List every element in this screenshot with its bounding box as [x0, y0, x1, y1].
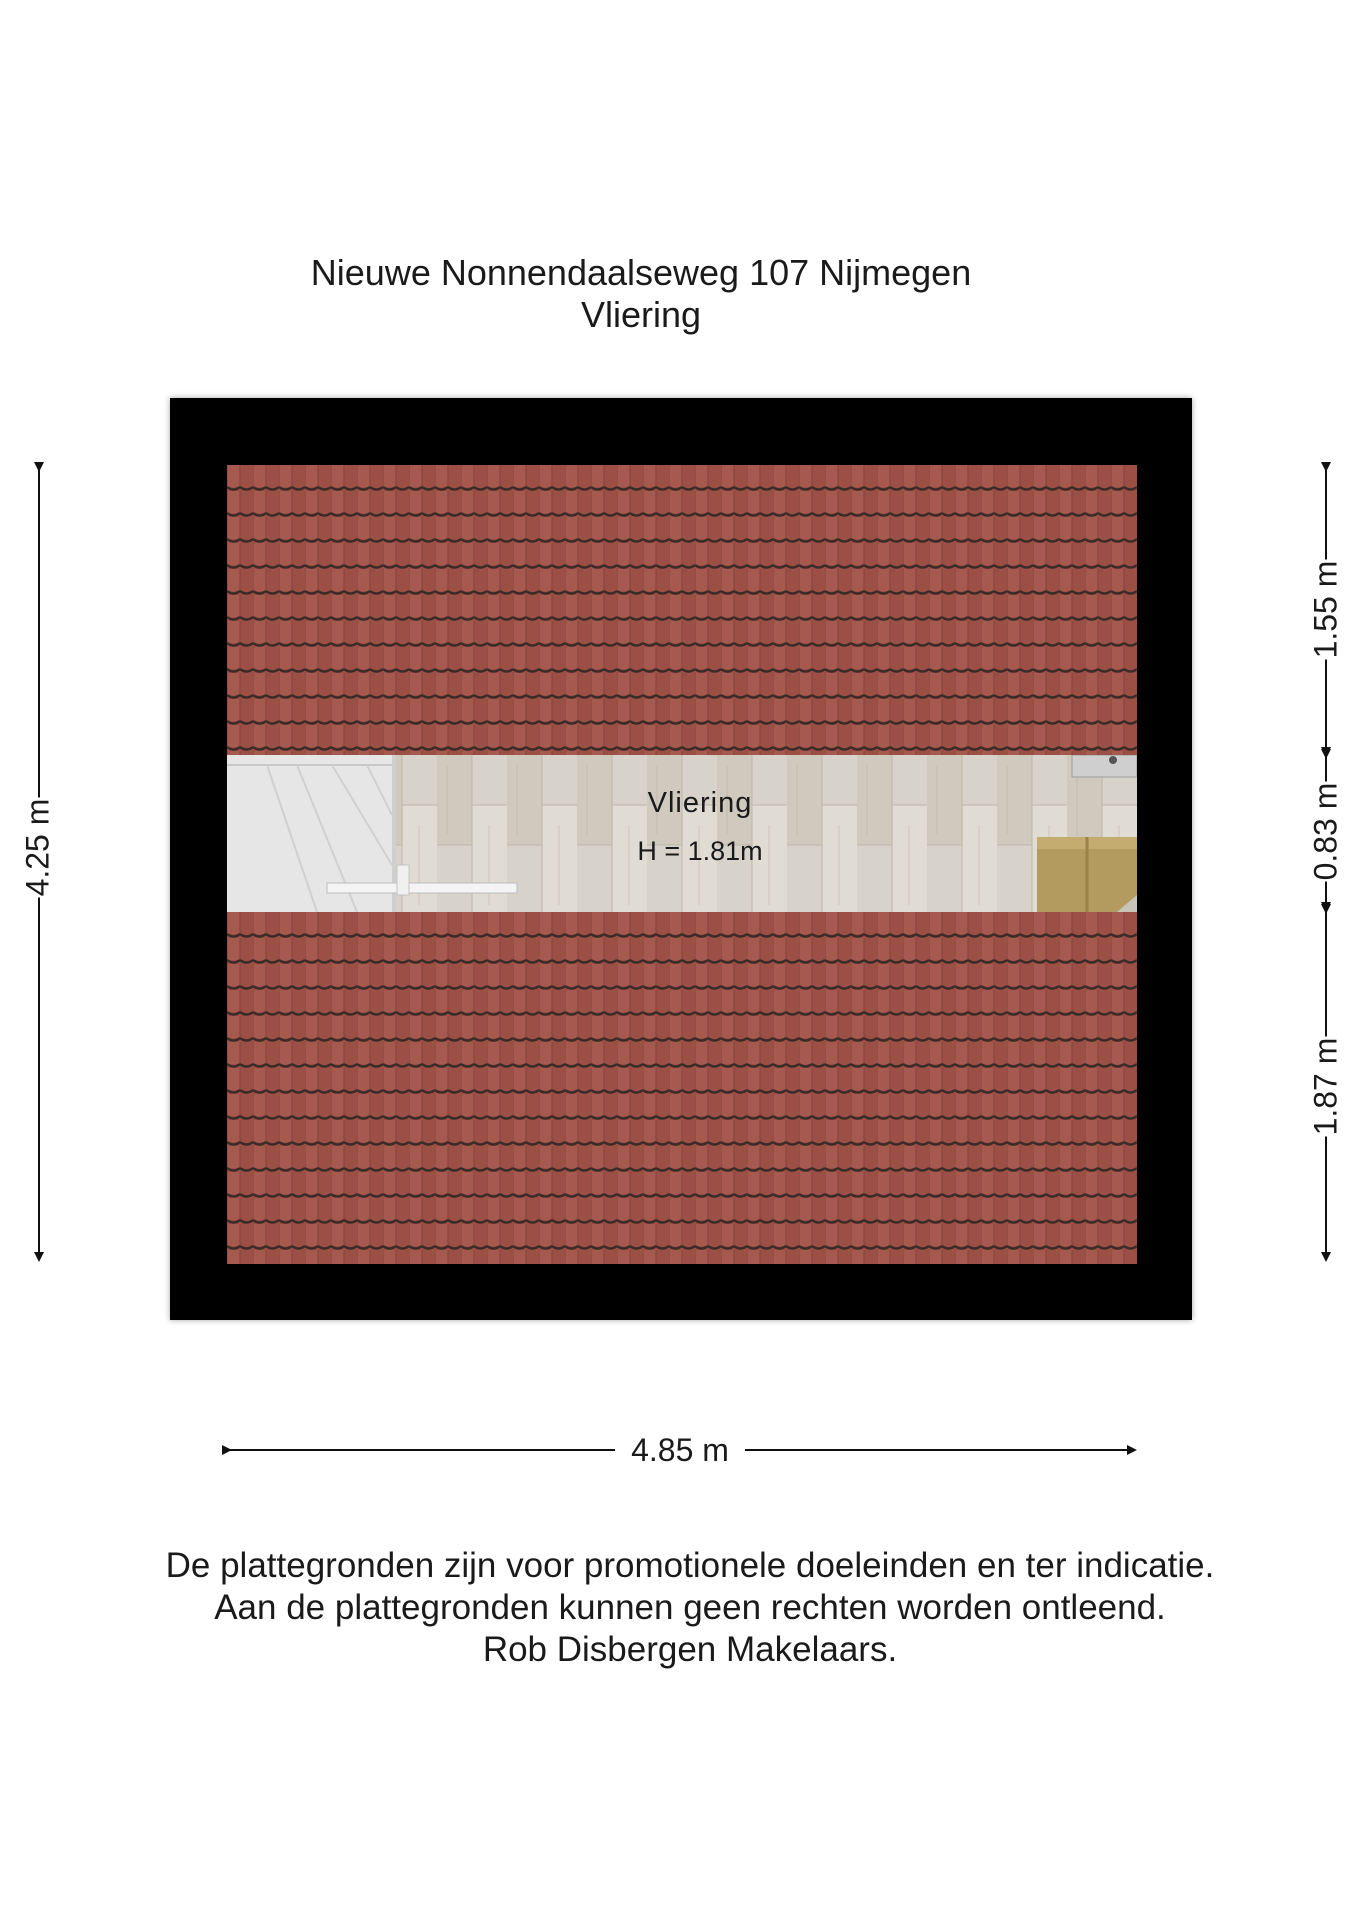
- dim-total-depth-label: 4.25 m: [19, 798, 56, 897]
- disclaimer-block: [0, 1545, 1358, 1671]
- room-name-label: Vliering: [647, 787, 753, 819]
- disclaimer-line-3: Rob Disbergen Makelaars.: [482, 1630, 898, 1669]
- address-title: Nieuwe Nonnendaalseweg 107 Nijmegen: [310, 252, 972, 293]
- dim-segment-top-label: 1.55 m: [1307, 560, 1344, 659]
- floor-name-title: Vliering: [580, 294, 702, 335]
- disclaimer-line-2: Aan de plattegronden kunnen geen rechten worden ontleend.: [214, 1588, 1166, 1627]
- room-height-label: H = 1.81m: [637, 836, 763, 866]
- dim-segment-bottom-label: 1.87 m: [1307, 1037, 1344, 1136]
- disclaimer-line-1: De plattegronden zijn voor promotionele doeleinden en ter indicatie.: [165, 1546, 1215, 1585]
- dim-total-width-label: 4.85 m: [615, 1432, 745, 1469]
- dim-segment-middle-label: 0.83 m: [1307, 782, 1344, 881]
